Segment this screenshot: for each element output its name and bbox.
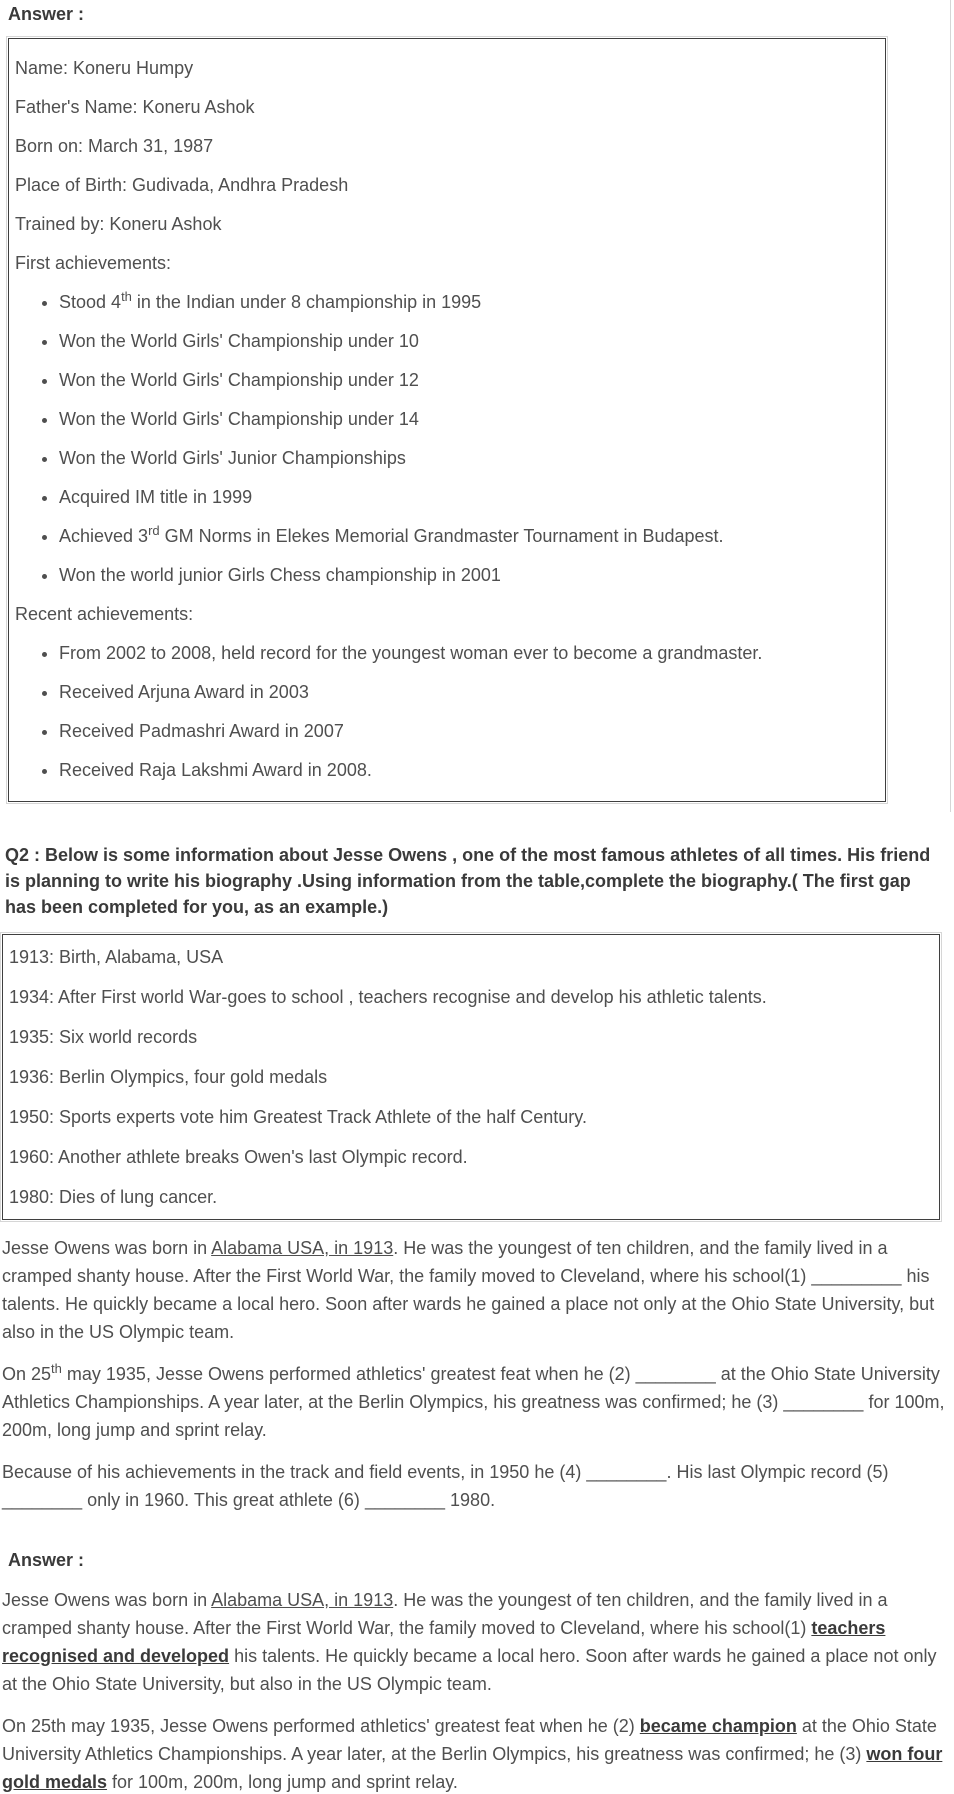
answer-gap-2-filled: became champion xyxy=(639,1716,797,1736)
bio-line-name: Name: Koneru Humpy xyxy=(15,58,194,78)
text-segment: for 100m, 200m, long jump and sprint relay. xyxy=(107,1772,458,1792)
text-segment: On 25 xyxy=(2,1364,52,1384)
gap-blank-3: ________ xyxy=(783,1392,864,1412)
superscript-ordinal: th xyxy=(51,1361,62,1376)
text-segment: GM Norms in Elekes Memorial Grandmaster Tournament in Budapest. xyxy=(159,526,724,546)
gap-blank-1: _________ xyxy=(811,1266,902,1286)
achievement-item: • Received Padmashri Award in 2007 xyxy=(59,719,879,743)
answer-gap-3-filled: won four gold medals xyxy=(2,1744,943,1792)
timeline-row: 1960: Another athlete breaks Owen's last Olympic record. xyxy=(9,1147,468,1167)
achievement-item: • Won the World Girls' Junior Championships xyxy=(59,446,879,470)
achievement-item xyxy=(59,524,879,548)
timeline-row: 1980: Dies of lung cancer. xyxy=(9,1187,218,1207)
achievement-item xyxy=(59,290,879,314)
text-segment: . His last Olympic record (5) xyxy=(666,1462,889,1482)
superscript-ordinal: th xyxy=(121,289,132,304)
timeline-row: 1934: After First world War-goes to school , teachers recognise and develop his athletic talents. xyxy=(9,987,767,1007)
recent-achievements-list xyxy=(15,641,879,782)
gap-paragraph-2 xyxy=(2,1360,950,1444)
achievement-item: • From 2002 to 2008, held record for the youngest woman ever to become a grandmaster. xyxy=(59,641,879,665)
text-segment: his talents. He quickly became a local hero. Soon after wards he gained a place not only at the Ohio State University, but also in the US Olympic team. xyxy=(2,1266,935,1342)
text-segment: . He was the youngest of ten children, and the family lived in a cramped shanty house. After the First World War, the family moved to Cleveland, where his school(1) xyxy=(2,1590,888,1638)
gap-blank-2: ________ xyxy=(635,1364,716,1384)
answer-gap-1-filled: teachers recognised and developed xyxy=(2,1618,886,1666)
text-segment: Jesse Owens was born in xyxy=(2,1238,212,1258)
bio-line-trainer: Trained by: Koneru Ashok xyxy=(15,214,222,234)
text-segment: only in 1960. This great athlete (6) xyxy=(82,1490,365,1510)
text-segment: 1980. xyxy=(445,1490,496,1510)
answer-paragraph-1 xyxy=(2,1586,950,1698)
achievement-item: • Won the World Girls' Championship under 12 xyxy=(59,368,879,392)
text-segment: Because of his achievements in the track and field events, in 1950 he (4) xyxy=(2,1462,587,1482)
text-segment: Achieved 3 xyxy=(59,526,149,546)
gap-blank-6: ________ xyxy=(364,1490,446,1510)
text-segment: Jesse Owens was born in xyxy=(2,1590,212,1610)
bio-line-birthplace: Place of Birth: Gudivada, Andhra Pradesh xyxy=(15,175,349,195)
bio-line-born: Born on: March 31, 1987 xyxy=(15,136,214,156)
text-segment: at the Ohio State University Athletics Championships. A year later, at the Berlin Olympics, his greatness was confirmed; he (3) xyxy=(2,1364,940,1412)
underlined-example: Alabama USA, in 1913 xyxy=(211,1590,394,1610)
timeline-row: 1936: Berlin Olympics, four gold medals xyxy=(9,1067,328,1087)
achievement-item: • Acquired IM title in 1999 xyxy=(59,485,879,509)
answer-paragraph-2 xyxy=(2,1712,950,1794)
text-segment: for 100m, 200m, long jump and sprint relay. xyxy=(2,1392,945,1440)
timeline-row: 1935: Six world records xyxy=(9,1027,198,1047)
text-segment: On 25th may 1935, Jesse Owens performed athletics' greatest feat when he (2) xyxy=(2,1716,640,1736)
timeline-table xyxy=(2,934,940,1220)
recent-achievements-heading: Recent achievements: xyxy=(15,604,194,624)
first-achievements-heading: First achievements: xyxy=(15,253,172,273)
achievement-item: • Received Arjuna Award in 2003 xyxy=(59,680,879,704)
text-segment: at the Ohio State University Athletics Championships. A year later, at the Berlin Olympics, his greatness was confirmed; he (3) xyxy=(2,1716,937,1764)
timeline-row: 1950: Sports experts vote him Greatest Track Athlete of the half Century. xyxy=(9,1107,587,1127)
gap-blank-4: ________ xyxy=(586,1462,667,1482)
answer-heading-2: Answer : xyxy=(8,1550,85,1570)
text-segment: his talents. He quickly became a local hero. Soon after wards he gained a place not only at the Ohio State University, but also in the US Olympic team. xyxy=(2,1646,937,1694)
underlined-example: Alabama USA, in 1913 xyxy=(211,1238,394,1258)
q2-question-text: Q2 : Below is some information about Jesse Owens , one of the most famous athletes of all times. His friend is planning to write his biography .Using information from the table,complete the biography.( The first gap has been completed for you, as an example.) xyxy=(5,845,931,917)
achievement-item: • Won the world junior Girls Chess championship in 2001 xyxy=(59,563,879,587)
text-segment: may 1935, Jesse Owens performed athletics' greatest feat when he (2) xyxy=(61,1364,636,1384)
text-segment: in the Indian under 8 championship in 1995 xyxy=(131,292,482,312)
gap-blank-5: ________ xyxy=(2,1490,83,1510)
bio-line-father: Father's Name: Koneru Ashok xyxy=(15,97,255,117)
achievement-item: • Won the World Girls' Championship under 10 xyxy=(59,329,879,353)
achievement-item: • Received Raja Lakshmi Award in 2008. xyxy=(59,758,879,782)
bio-info-box xyxy=(8,38,886,802)
answer-heading-1: Answer : xyxy=(8,4,85,24)
text-segment: . He was the youngest of ten children, and the family lived in a cramped shanty house. After the First World War, the family moved to Cleveland, where his school(1) xyxy=(2,1238,888,1286)
gap-paragraph-3 xyxy=(2,1458,950,1514)
superscript-ordinal: rd xyxy=(148,523,160,538)
right-edge-divider-line xyxy=(950,0,951,812)
text-segment: Stood 4 xyxy=(59,292,122,312)
achievement-item: • Won the World Girls' Championship under 14 xyxy=(59,407,879,431)
first-achievements-list xyxy=(15,290,879,587)
timeline-row: 1913: Birth, Alabama, USA xyxy=(9,947,224,967)
gap-paragraph-1 xyxy=(2,1234,950,1346)
